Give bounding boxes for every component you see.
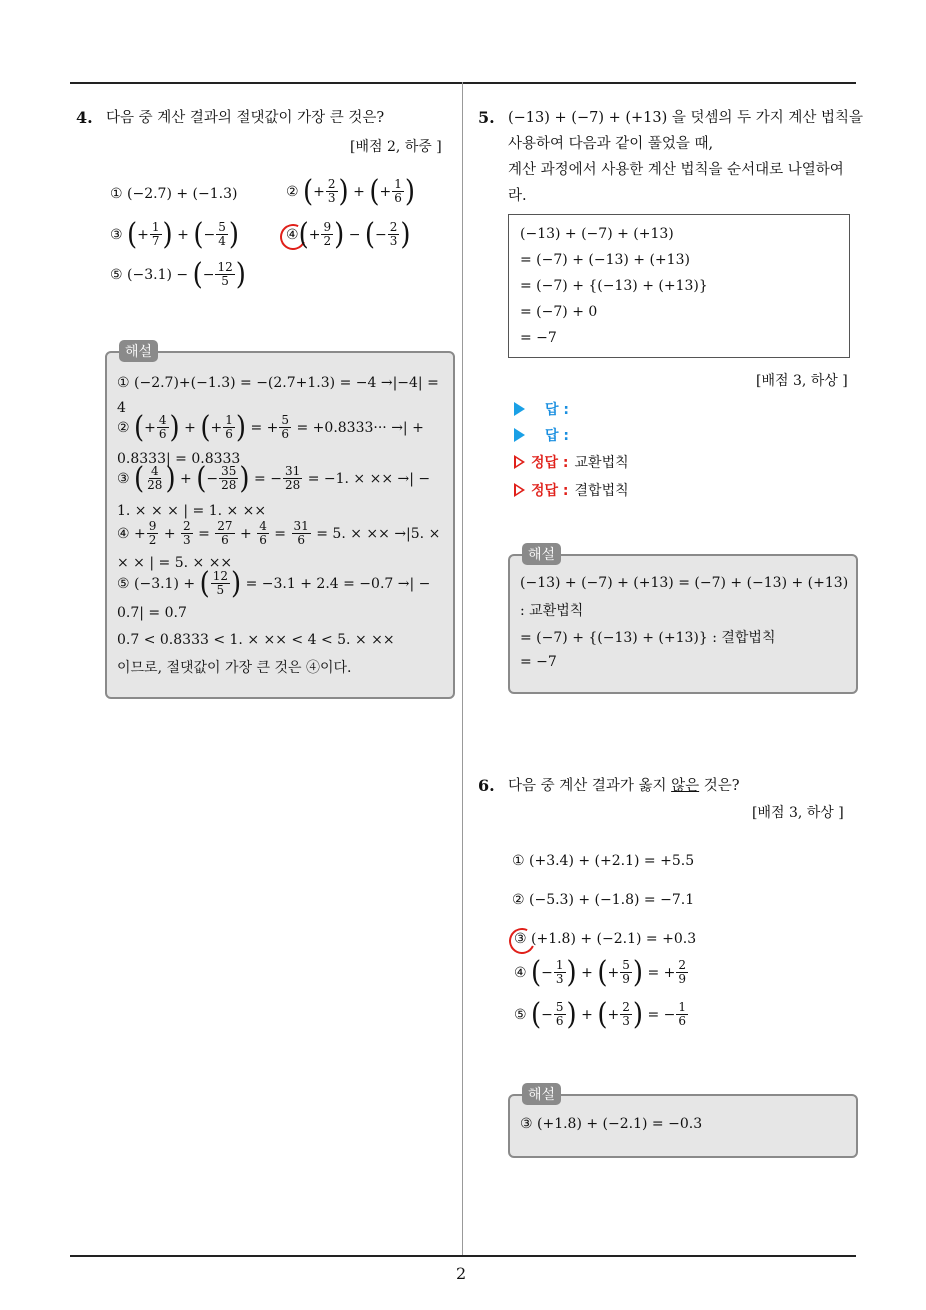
q5-correct-2: 정답 : 결합법칙 — [514, 480, 629, 500]
q5-sol-line-1: (−13) + (−7) + (+13) = (−7) + (−13) + (+13) — [520, 575, 849, 591]
correct-answer-triangle — [514, 455, 525, 469]
q5-number: 5. — [478, 108, 495, 127]
q4-sol-line-2: ② ( + $\frac{4}{6}$ ) + ( + $\frac{1}{6}$ ) = + $\frac{5}{6}$ = +0.8333··· →| + — [117, 410, 424, 445]
column-divider — [462, 82, 463, 1256]
q4-sol-line-3b: 1. × × × | = 1. × ×× — [117, 503, 267, 519]
q6-number: 6. — [478, 776, 495, 795]
footer-rule — [70, 1255, 856, 1257]
answer-pointer-triangle — [514, 402, 525, 416]
q6-option-5[interactable]: ⑤ ( − $\frac{5}{6}$ ) + ( + $\frac{2}{3}$ ) = − $\frac{1}{6}$ — [514, 997, 687, 1032]
q5-box-line-5: = −7 — [520, 330, 557, 346]
q5-sol-line-2: : 교환법칙 — [520, 603, 584, 619]
q4-sol-line-1: ① (−2.7)+(−1.3) = −(2.7+1.3) = −4 →|−4| = — [117, 375, 439, 391]
q6-solution-tag: 해설 — [522, 1083, 561, 1105]
q5-answer-1[interactable]: 답 : — [514, 399, 569, 419]
q5-box-line-2: = (−7) + (−13) + (+13) — [520, 252, 690, 268]
q4-sol-line-4: ④ + $\frac{9}{2}$ + $\frac{2}{3}$ = $\frac{27}{6}$ + $\frac{4}{6}$ = $\frac{31}{6}$ = 5. × ×× →|5. × — [117, 519, 441, 547]
q4-score: [배점 2, 하중 ] — [350, 139, 442, 155]
q4-sol-line-4b: × × | = 5. × ×× — [117, 555, 233, 571]
q4-sol-line-5: ⑤ (−3.1) + ( $\frac{12}{5}$ ) = −3.1 + 2.4 = −0.7 →| − — [117, 566, 431, 601]
q4-sol-line-1b: 4 — [117, 400, 126, 416]
q5-box-line-3: = (−7) + {(−13) + (+13)} — [520, 278, 708, 294]
q6-option-1[interactable]: ① (+3.4) + (+2.1) = +5.5 — [512, 853, 695, 869]
q5-text-1: (−13) + (−7) + (+13) 을 덧셈의 두 가지 계산 법칙을 — [508, 110, 863, 126]
q5-score: [배점 3, 하상 ] — [756, 373, 848, 389]
q6-text: 다음 중 계산 결과가 옳지 않은 것은? — [508, 778, 740, 794]
q4-text: 다음 중 계산 결과의 절댓값이 가장 큰 것은? — [106, 110, 385, 126]
q4-number: 4. — [76, 108, 93, 127]
page-number: 2 — [456, 1264, 467, 1283]
q6-option-4[interactable]: ④ ( − $\frac{1}{3}$ ) + ( + $\frac{5}{9}$ ) = + $\frac{2}{9}$ — [514, 955, 687, 990]
q5-answer-2[interactable]: 답 : — [514, 425, 569, 445]
q4-option-1[interactable]: ① (−2.7) + (−1.3) — [110, 186, 238, 202]
q5-box-line-4: = (−7) + 0 — [520, 304, 598, 320]
q4-sol-line-5b: 0.7| = 0.7 — [117, 605, 187, 621]
q5-solution-tag: 해설 — [522, 543, 561, 565]
q5-box-line-1: (−13) + (−7) + (+13) — [520, 226, 674, 242]
q5-text-3: 계산 과정에서 사용한 계산 법칙을 순서대로 나열하여 — [508, 162, 844, 178]
q5-text-4: 라. — [508, 188, 527, 204]
q4-sol-line-6: 0.7 < 0.8333 < 1. × ×× < 4 < 5. × ×× — [117, 632, 395, 648]
correct-answer-triangle — [514, 483, 525, 497]
q5-text-2: 사용하여 다음과 같이 풀었을 때, — [508, 136, 714, 152]
q4-option-2[interactable]: ② ( + $\frac{2}{3}$ ) + ( + $\frac{1}{6}$ ) — [286, 174, 416, 209]
q4-sol-line-3: ③ ( $\frac{4}{28}$ ) + ( − $\frac{35}{28}$ ) = − $\frac{31}{28}$ = −1. × ×× →| − — [117, 461, 431, 496]
q4-option-4[interactable]: ④ ( + $\frac{9}{2}$ ) − ( − $\frac{2}{3}$ ) — [286, 217, 411, 252]
q6-option-3[interactable]: ③ (+1.8) + (−2.1) = +0.3 — [514, 931, 697, 947]
q4-sol-line-7: 이므로, 절댓값이 가장 큰 것은 ④이다. — [117, 660, 352, 676]
q4-option-5[interactable]: ⑤ (−3.1) − ( − $\frac{12}{5}$ ) — [110, 257, 246, 292]
q6-score: [배점 3, 하상 ] — [752, 805, 844, 821]
q4-sol-line-2b: 0.8333| = 0.8333 — [117, 451, 241, 467]
answer-pointer-triangle — [514, 428, 525, 442]
q5-sol-line-4: = −7 — [520, 654, 557, 670]
header-rule — [70, 82, 856, 84]
q5-correct-1: 정답 : 교환법칙 — [514, 452, 629, 472]
q6-sol-line-1: ③ (+1.8) + (−2.1) = −0.3 — [520, 1116, 703, 1132]
q6-option-2[interactable]: ② (−5.3) + (−1.8) = −7.1 — [512, 892, 695, 908]
q4-solution-tag: 해설 — [119, 340, 158, 362]
q4-option-3[interactable]: ③ ( + $\frac{1}{7}$ ) + ( − $\frac{5}{4}$ ) — [110, 217, 240, 252]
q5-sol-line-3: = (−7) + {(−13) + (+13)} : 결합법칙 — [520, 630, 776, 646]
